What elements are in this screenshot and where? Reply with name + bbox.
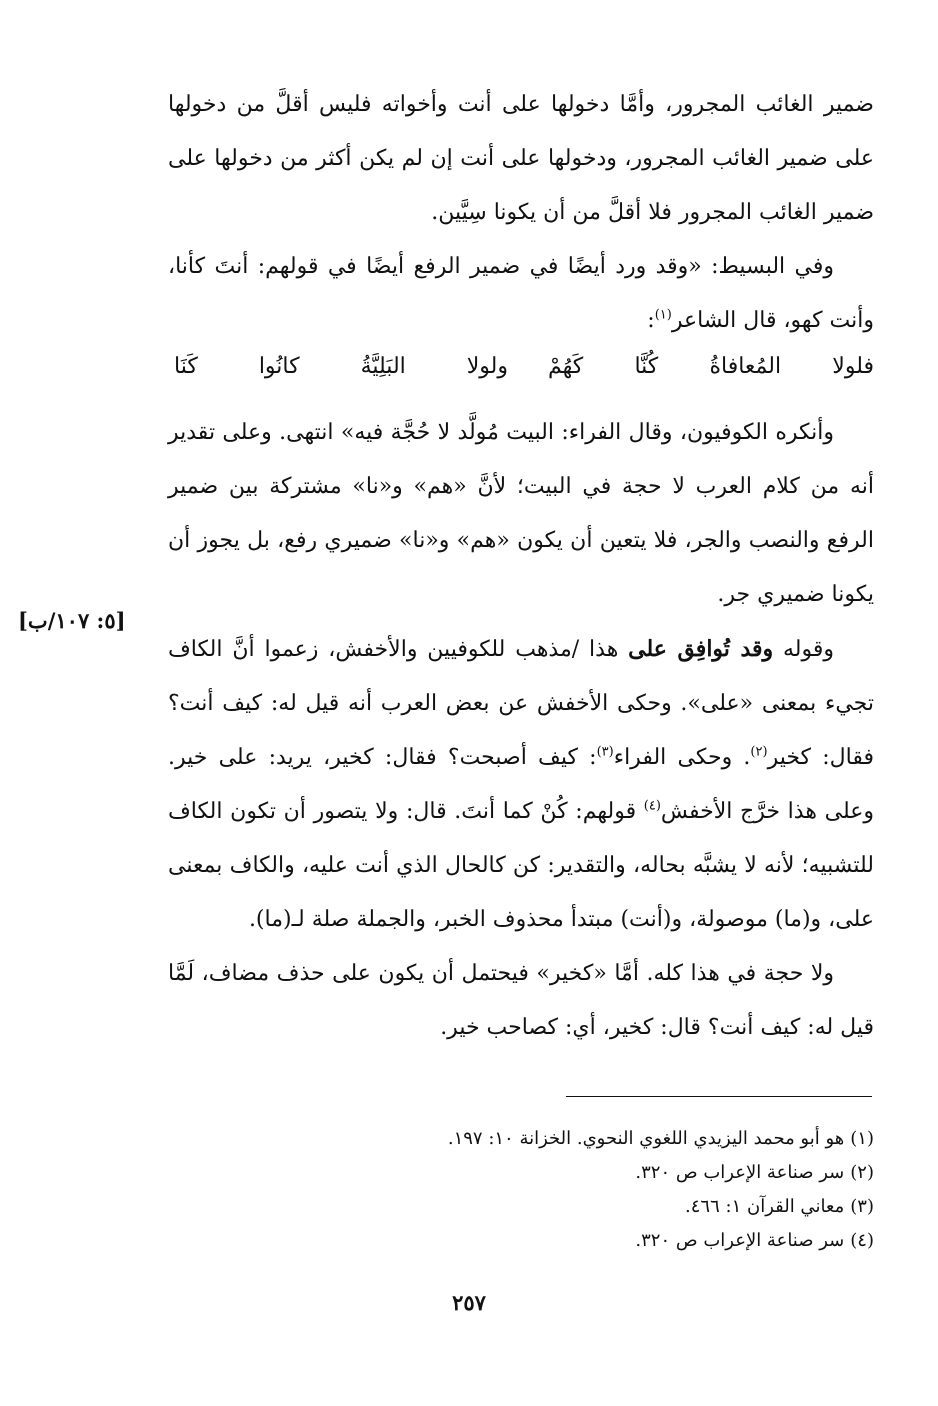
footnote-ref-1: (١) xyxy=(654,307,672,323)
footnote-number: (٣) xyxy=(850,1196,874,1217)
paragraph-2 xyxy=(168,240,874,348)
footnote-separator xyxy=(566,1096,872,1097)
footnote-ref-2: (٢) xyxy=(750,744,768,760)
footnote-text: هو أبو محمد اليزيدي اللغوي النحوي. الخزانة ١٠: ١٩٧. xyxy=(447,1128,845,1149)
paragraph-4-text-d: قولهم: كُنْ كما أنتَ. قال: ولا يتصور أن تكون الكاف للتشبيه؛ لأنه لا يشبَّه بحاله، والتقدير: كن كالحال الذي أنت عليه، والكاف بمعنى على، و(ما) موصولة، و(أنت) مبتدأ محذوف الخبر، والجملة صلة لـ(ما). xyxy=(168,799,874,932)
footnote-ref-4: (٤) xyxy=(643,798,661,814)
footnote-3 xyxy=(168,1190,874,1224)
paragraph-4-text-a: هذا /مذهب للكوفيين والأخفش، زعموا أنَّ الكاف تجيء بمعنى «على». وحكى الأخفش عن بعض العرب أنه قيل له: كيف أنت؟ فقال: كخير xyxy=(168,637,874,770)
footnote-2 xyxy=(168,1156,874,1190)
footnote-1 xyxy=(168,1122,874,1156)
footnote-4 xyxy=(168,1224,874,1258)
paragraph-2-text: وفي البسيط: «وقد ورد أيضًا في ضمير الرفع أيضًا في قولهم: أنتَ كأنا، وأنت كهو، قال الشاعر xyxy=(168,254,874,333)
paragraph-3: وأنكره الكوفيون، وقال الفراء: البيت مُولَّد لا حُجَّة فيه» انتهى. وعلى تقدير أنه من كلام العرب لا حجة في البيت؛ لأنَّ «هم» و«نا» مشتركة بين ضمير الرفع والنصب والجر، فلا يتعين أن يكون «هم» و«نا» ضميري رفع، بل يجوز أن يكونا ضميري جر. xyxy=(168,420,874,607)
page-number: ٢٥٧ xyxy=(452,1290,486,1315)
footnotes xyxy=(168,1122,874,1258)
main-text-top xyxy=(168,78,874,348)
paragraph-5: ولا حجة في هذا كله. أمَّا «كخير» فيحتمل أن يكون على حذف مضاف، لَمَّا قيل له: كيف أنت؟ قال: كخير، أي: كصاحب خير. xyxy=(168,961,874,1040)
footnote-text: معاني القرآن ١: ٤٦٦. xyxy=(685,1196,845,1217)
manuscript-margin-reference: [٥: ١٠٧/ب] xyxy=(18,608,126,633)
footnote-ref-3: (٣) xyxy=(596,744,614,760)
verse-second-hemistich: ولولا البَلِيَّةُ كانُوا كَنَا xyxy=(174,354,508,379)
verse-first-hemistich: فلولا المُعافاةُ كُنَّا كَهُمْ xyxy=(548,354,874,379)
footnote-text: سر صناعة الإعراب ص ٣٢٠. xyxy=(635,1162,845,1183)
paragraph-4-text-c: : كيف أصبحت؟ فقال: كخير، يريد: على خير. وعلى هذا خرَّج الأخفش xyxy=(168,745,874,824)
paragraph-4 xyxy=(168,622,874,947)
quoted-phrase: وقد تُوافِق على xyxy=(628,636,774,662)
footnote-number: (١) xyxy=(850,1128,874,1149)
poetry-verse xyxy=(168,340,874,394)
footnote-text: سر صناعة الإعراب ص ٣٢٠. xyxy=(635,1230,845,1251)
paragraph-4-lead: وقوله xyxy=(773,637,835,662)
footnote-number: (٢) xyxy=(850,1162,874,1183)
paragraph-2-colon: : xyxy=(647,308,655,333)
paragraph-1: ضمير الغائب المجرور، وأمَّا دخولها على أنت وأخواته فليس أقلَّ من دخولها على ضمير الغائب المجرور، ودخولها على أنت إن لم يكن أكثر من دخولها على ضمير الغائب المجرور فلا أقلَّ من أن يكونا سِيَّين. xyxy=(168,92,874,225)
footnote-number: (٤) xyxy=(850,1230,874,1251)
paragraph-4-text-b: . وحكى الفراء xyxy=(613,745,751,770)
main-text-bottom xyxy=(168,406,874,1055)
